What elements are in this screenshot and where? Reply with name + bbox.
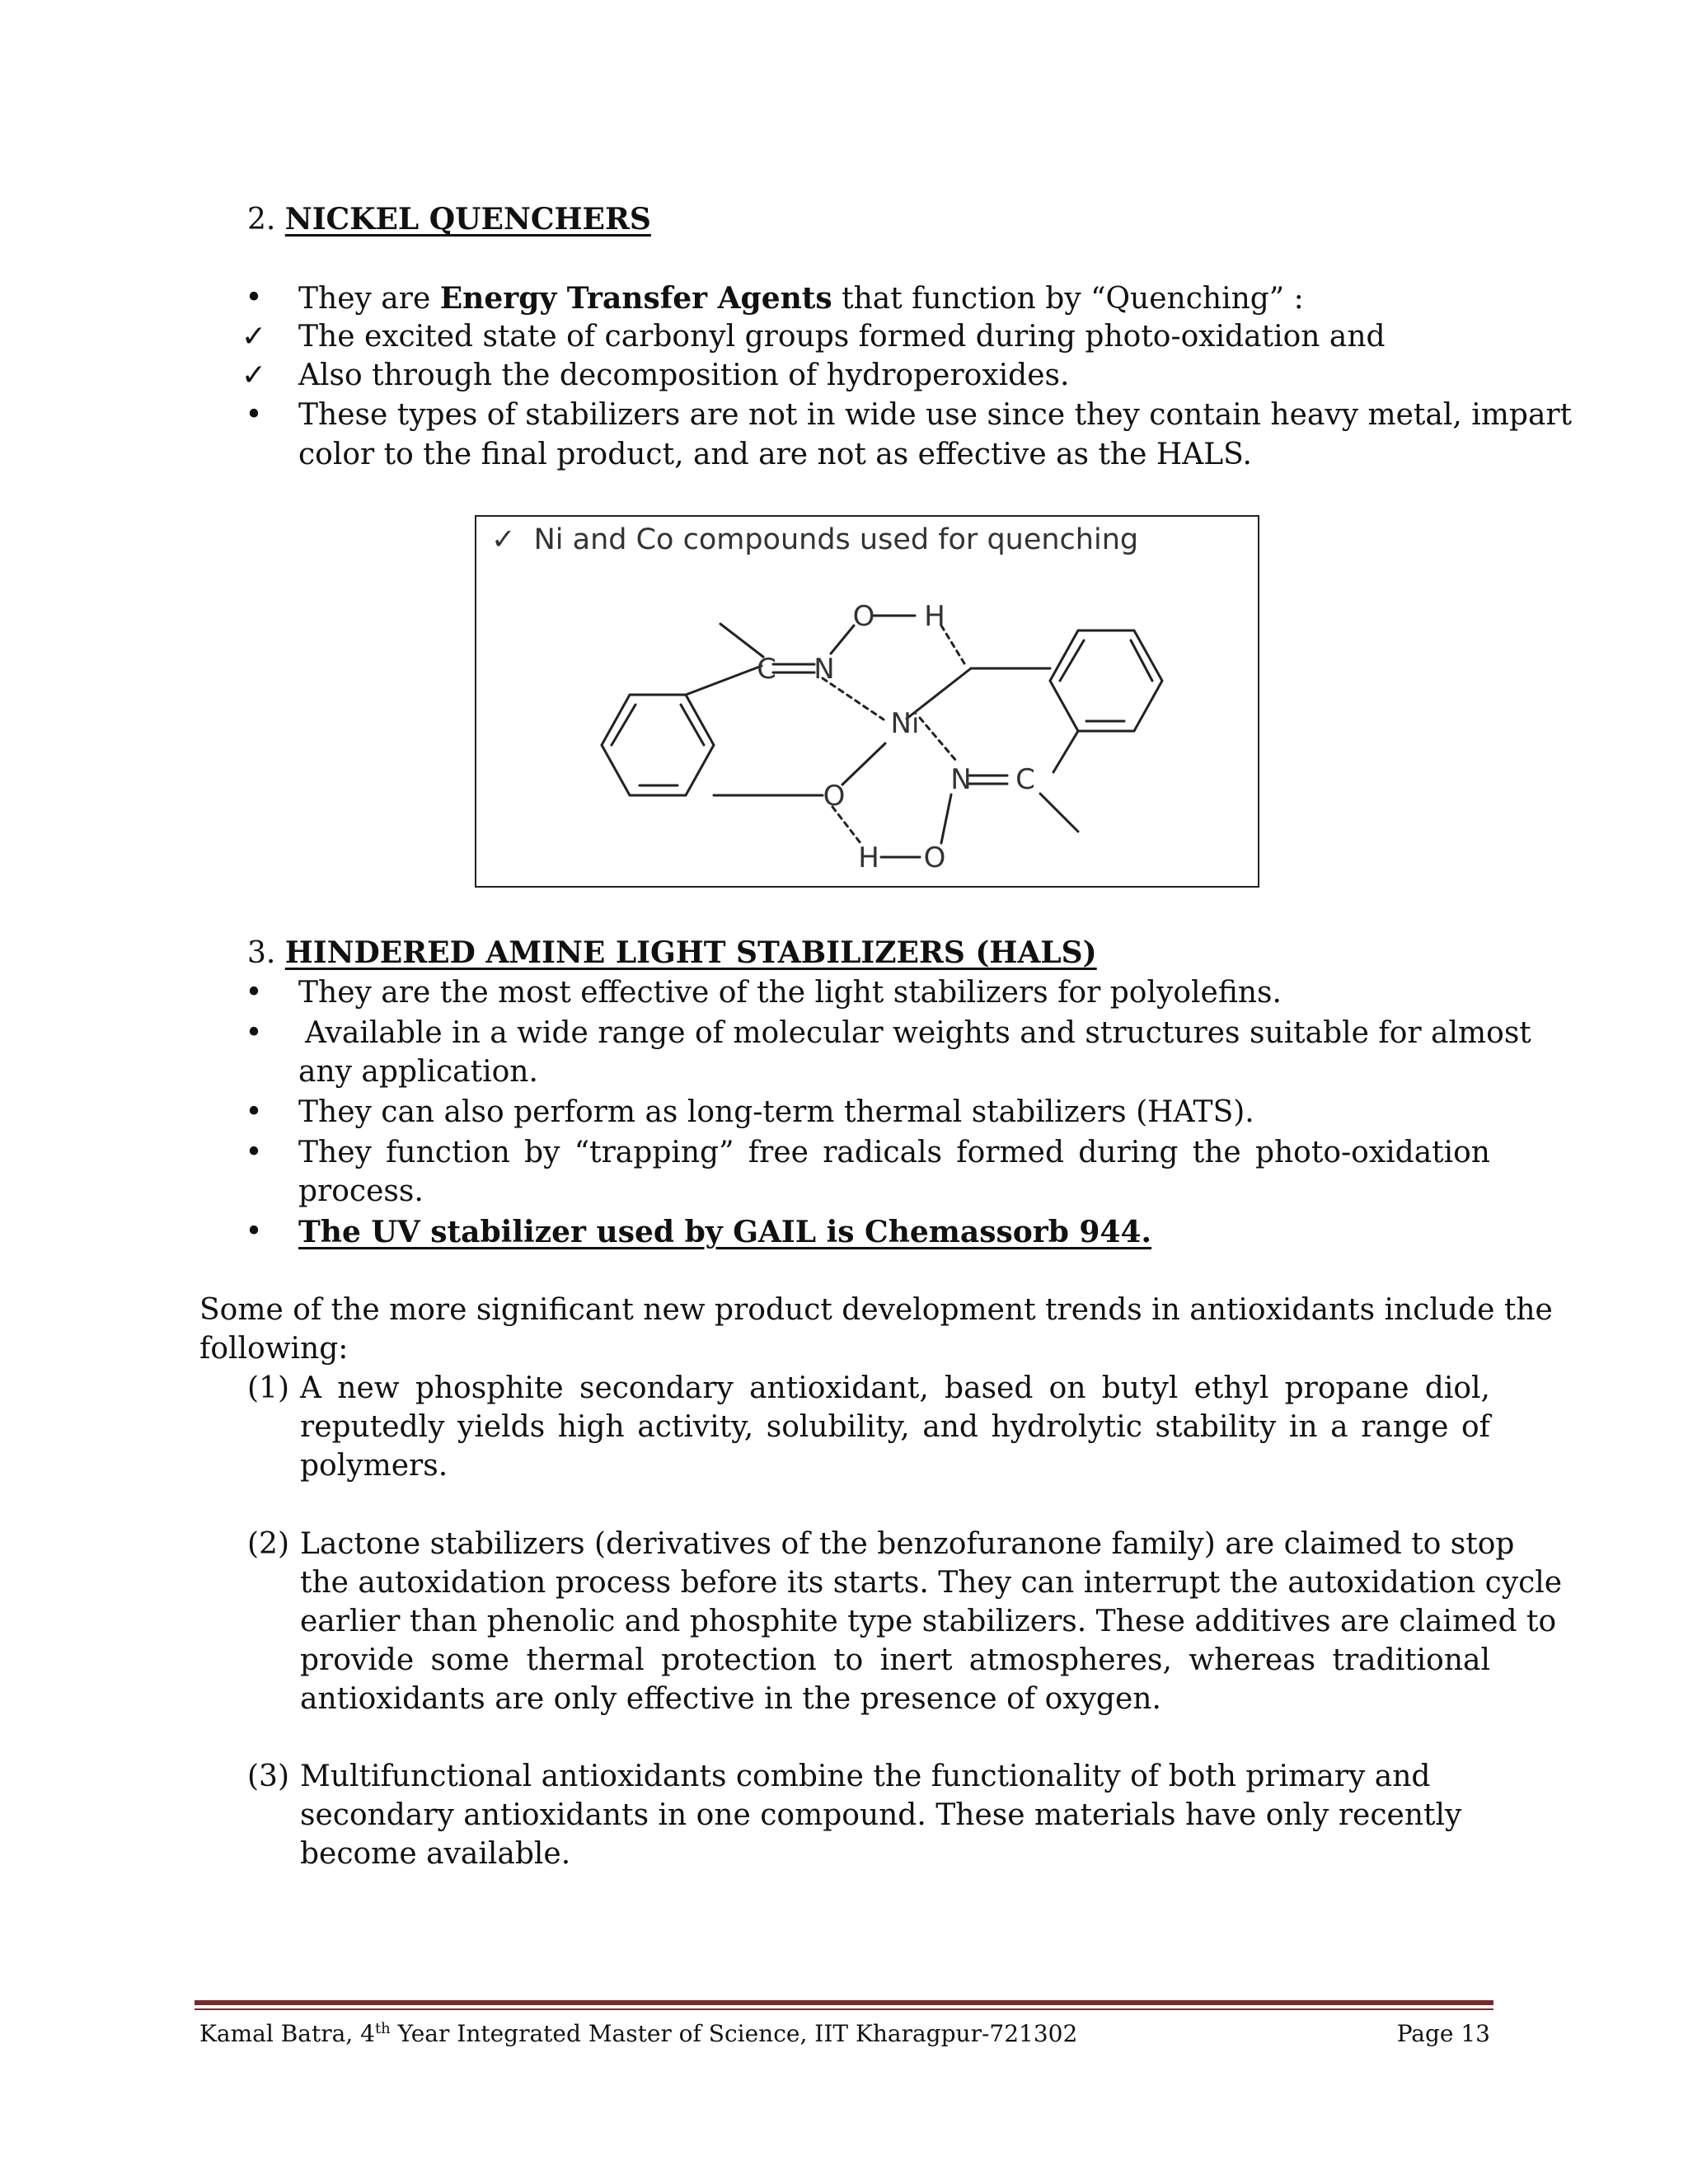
section-3-number: 3.	[247, 936, 285, 970]
atom-h-top: H	[924, 600, 945, 633]
atom-n-right: N	[950, 763, 972, 796]
trend-2-line-1: Lactone stabilizers (derivatives of the benzofuranone family) are claimed to stop	[300, 1527, 1515, 1561]
trends-intro-line-2: following:	[199, 1332, 349, 1366]
page-number: Page 13	[1396, 2020, 1490, 2047]
s2-bullet-2-line-2: color to the final product, and are not as effective as the HALS.	[298, 438, 1252, 471]
s3-bullet-4-line-1: They function by “trapping” free radicals formed during the photo-oxidation	[298, 1136, 1490, 1169]
trend-2-line-4: provide some thermal protection to inert atmospheres, whereas traditional	[300, 1643, 1490, 1677]
check-icon: ✓	[241, 320, 267, 354]
trend-1-number: (1)	[247, 1371, 289, 1405]
footer-rule	[195, 2000, 1493, 2005]
bullet-icon: •	[245, 1215, 263, 1249]
atom-n-left: N	[814, 653, 835, 686]
section-2-title: NICKEL QUENCHERS	[284, 202, 651, 237]
atom-h-bottom: H	[858, 841, 879, 874]
s3-bullet-2-line-2: any application.	[298, 1055, 538, 1089]
s2-check-1: The excited state of carbonyl groups formed during photo-oxidation and	[298, 320, 1386, 354]
footer-author-sup: th	[374, 2020, 391, 2037]
s2-bullet-2-line-1: These types of stabilizers are not in wide use since they contain heavy metal, impart	[298, 398, 1573, 432]
atom-ni: Ni	[890, 707, 920, 740]
figure-caption-text: Ni and Co compounds used for quenching	[533, 523, 1139, 556]
footer-author-pre: Kamal Batra, 4	[199, 2020, 375, 2047]
footer-author	[199, 2019, 1077, 2049]
trends-intro-line-1: Some of the more significant new product development trends in antioxidants include the	[199, 1293, 1553, 1327]
check-icon: ✓	[491, 523, 516, 556]
trend-3-line-1: Multifunctional antioxidants combine the functionality of both primary and	[300, 1760, 1431, 1793]
trend-2-line-3: earlier than phenolic and phosphite type stabilizers. These additives are claimed to	[300, 1605, 1557, 1638]
bullet-icon: •	[245, 281, 263, 315]
trend-1-line-2: reputedly yields high activity, solubility, and hydrolytic stability in a range of	[300, 1410, 1490, 1444]
trend-2-line-2: the autoxidation process before its starts. They can interrupt the autoxidation cycle	[300, 1566, 1563, 1600]
s3-bullet-2-line-1: Available in a wide range of molecular weights and structures suitable for almost	[305, 1016, 1531, 1050]
section-2-number: 2.	[247, 203, 285, 237]
s3-bullet-4-line-2: process.	[298, 1174, 424, 1208]
bullet-icon: •	[245, 1095, 263, 1129]
trend-2-line-5: antioxidants are only effective in the presence of oxygen.	[300, 1682, 1161, 1716]
trend-1-line-1: A new phosphite secondary antioxidant, based on butyl ethyl propane diol,	[300, 1371, 1490, 1405]
nickel-complex-figure	[475, 515, 1259, 888]
trend-3-number: (3)	[247, 1760, 289, 1793]
footer-author-post: Year Integrated Master of Science, IIT Kharagpur-721302	[390, 2020, 1078, 2047]
left-benzene-ring	[602, 695, 714, 795]
bullet-icon: •	[245, 398, 263, 432]
atom-o-left: O	[823, 780, 846, 813]
bullet-icon: •	[245, 1016, 263, 1050]
section-3-heading	[247, 935, 1097, 972]
footer-rule-thin	[195, 2008, 1493, 2010]
trend-3-line-3: become available.	[300, 1837, 571, 1871]
s3-bullet-3: They can also perform as long-term thermal stabilizers (HATS).	[298, 1095, 1254, 1129]
section-2-heading	[247, 201, 651, 238]
s3-bullet-5: The UV stabilizer used by GAIL is Chemassorb 944.	[298, 1215, 1152, 1249]
atom-o-top: O	[852, 600, 875, 633]
s2-b1-pre: They are	[298, 282, 440, 316]
atom-c-left: C	[757, 653, 776, 686]
section-3-title: HINDERED AMINE LIGHT STABILIZERS (HALS)	[284, 935, 1097, 970]
right-benzene-ring	[1050, 630, 1162, 731]
s2-check-2: Also through the decomposition of hydroperoxides.	[298, 359, 1070, 392]
bullet-icon: •	[245, 1136, 263, 1169]
atom-o-bottom: O	[923, 841, 946, 874]
nickel-complex-structure	[476, 517, 1258, 886]
check-icon: ✓	[241, 359, 267, 392]
trend-2-number: (2)	[247, 1527, 289, 1561]
s3-bullet-1: They are the most effective of the light stabilizers for polyolefins.	[298, 976, 1282, 1010]
s2-b1-post: that function by “Quenching” :	[832, 282, 1304, 316]
trend-3-line-2: secondary antioxidants in one compound. These materials have only recently	[300, 1798, 1462, 1832]
s2-b1-bold: Energy Transfer Agents	[439, 281, 832, 316]
trend-1-line-3: polymers.	[300, 1449, 448, 1483]
s2-bullet-1	[298, 280, 1304, 317]
atom-c-right: C	[1015, 763, 1035, 796]
bullet-icon: •	[245, 976, 263, 1010]
